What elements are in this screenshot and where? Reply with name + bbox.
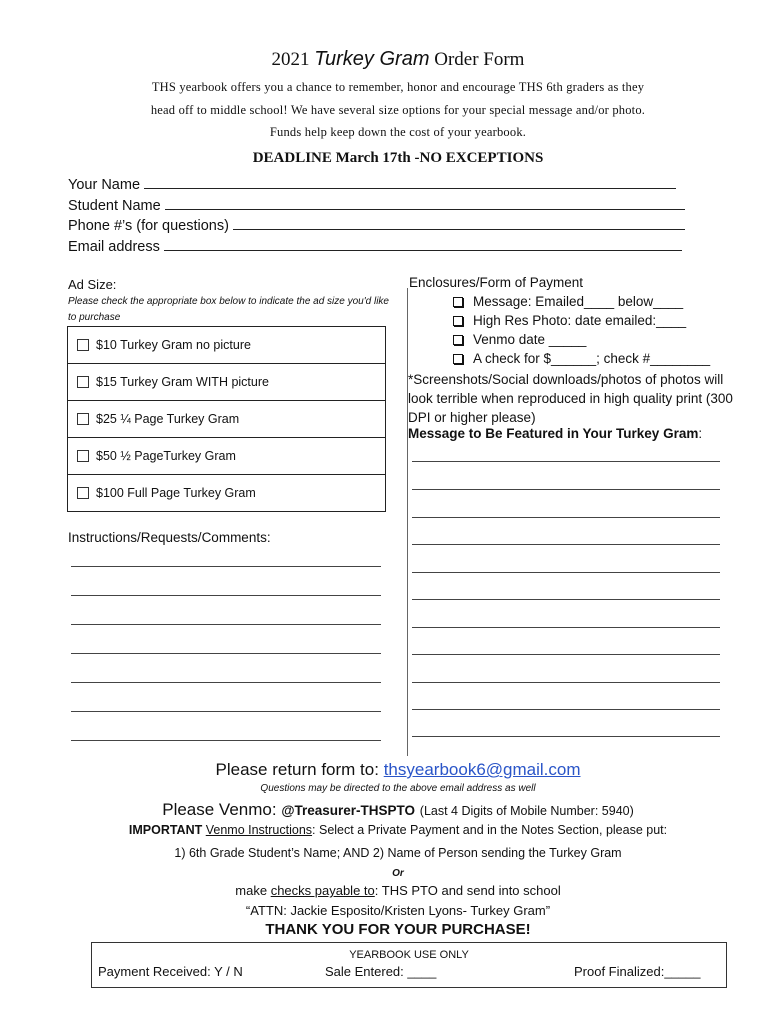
checkbox-icon[interactable] [453,354,463,364]
checks-rest: : THS PTO and send into school [374,883,561,898]
email-line[interactable] [164,237,682,251]
venmo-line [0,800,770,820]
title-name: Turkey Gram [314,48,430,70]
enclosures-label: Enclosures/Form of Payment [409,275,584,290]
phone-field[interactable] [68,216,685,234]
important-text: : Select a Private Payment and in the Notes Section, please put: [312,823,668,837]
message-label-colon: : [698,426,703,441]
message-label-text: Message to Be Featured in Your Turkey Gram [408,426,699,441]
payment-check[interactable] [453,351,710,366]
sale-entered: Sale Entered: ____ [325,964,437,979]
or-divider: Or [392,868,404,879]
phone-label: Phone #’s (for questions) [68,218,229,234]
student-name-label: Student Name [68,198,161,214]
message-line[interactable] [412,682,720,683]
ad-option-25[interactable] [68,401,385,438]
attn-line: “ATTN: Jackie Esposito/Kristen Lyons- Turkey Gram” [245,903,551,918]
message-line[interactable] [412,736,720,737]
message-line[interactable] [412,517,720,518]
checks-payable-label: checks payable to [270,883,375,898]
ad-option-label: $15 Turkey Gram WITH picture [96,375,269,389]
message-line[interactable] [412,544,720,545]
payment-label: High Res Photo: date emailed:____ [473,313,687,328]
deadline-notice: DEADLINE March 17th -NO EXCEPTIONS [252,150,544,166]
office-use-header: YEARBOOK USE ONLY [349,949,469,961]
instructions-line[interactable] [71,682,381,683]
ad-size-label: Ad Size: [68,277,117,292]
proof-finalized: Proof Finalized:_____ [574,964,701,979]
checkbox-icon[interactable] [453,297,463,307]
instructions-line[interactable] [71,624,381,625]
message-line[interactable] [412,627,720,628]
venmo-instructions-link: Venmo Instructions [205,823,313,837]
venmo-label: Please Venmo: [162,800,277,819]
payment-venmo[interactable] [453,332,586,347]
venmo-phone-note: (Last 4 Digits of Mobile Number: 5940) [419,804,634,818]
message-line[interactable] [412,572,720,573]
message-line[interactable] [412,709,720,710]
message-line[interactable] [412,461,720,462]
ad-option-15[interactable] [68,364,385,401]
ad-option-50[interactable] [68,438,385,475]
message-line[interactable] [412,489,720,490]
ad-option-label: $50 ½ PageTurkey Gram [96,449,236,463]
photo-quality-note: *Screenshots/Social downloads/photos of photos will look terrible when reproduced in high quality print (300 DPI or higher please) [408,372,733,425]
ad-option-100[interactable] [68,475,385,511]
title-year: 2021 [271,49,310,70]
checkbox-icon[interactable] [453,335,463,345]
check-instructions [0,883,770,898]
form-title [0,48,770,71]
checkbox-icon[interactable] [77,376,89,388]
student-name-line[interactable] [165,196,685,210]
return-label: Please return form to: [215,760,379,779]
payment-photo[interactable] [453,313,686,328]
payment-label: A check for $______; check #________ [473,351,711,366]
your-name-field[interactable] [68,175,676,193]
instructions-line[interactable] [71,653,381,654]
checks-pre: make [235,883,268,898]
venmo-handle: @Treasurer-THSPTO [281,803,416,818]
checkbox-icon[interactable] [77,450,89,462]
email-label: Email address [68,239,160,255]
instructions-label: Instructions/Requests/Comments: [68,530,271,545]
payment-received: Payment Received: Y / N [98,964,243,979]
return-instructions [0,760,770,780]
instructions-line[interactable] [71,711,381,712]
message-line[interactable] [412,599,720,600]
phone-line[interactable] [233,216,685,230]
thank-you: THANK YOU FOR YOUR PURCHASE! [265,921,531,938]
email-field[interactable] [68,237,682,255]
venmo-important [0,823,770,837]
ad-option-label: $25 ¼ Page Turkey Gram [96,412,240,426]
message-line[interactable] [412,654,720,655]
office-use-box [91,942,727,988]
ad-size-help: Please check the appropriate box below to indicate the ad size you'd like to purchase [68,296,389,323]
title-suffix: Order Form [434,49,525,70]
checkbox-icon[interactable] [453,316,463,326]
ad-option-10[interactable] [68,327,385,364]
important-label: IMPORTANT [128,823,203,837]
instructions-line[interactable] [71,595,381,596]
intro-line-2: head off to middle school! We have several size options for your special message and/or photo. [150,103,646,117]
venmo-note-steps: 1) 6th Grade Student’s Name; AND 2) Name of Person sending the Turkey Gram [174,846,622,860]
questions-note: Questions may be directed to the above email address as well [260,783,536,794]
ad-option-label: $10 Turkey Gram no picture [96,338,251,352]
instructions-line[interactable] [71,740,381,741]
column-divider [407,288,408,756]
instructions-line[interactable] [71,566,381,567]
payment-message[interactable] [453,294,683,309]
payment-label: Venmo date _____ [473,332,587,347]
payment-label: Message: Emailed____ below____ [473,294,684,309]
ad-option-label: $100 Full Page Turkey Gram [96,486,256,500]
return-email-link[interactable]: thsyearbook6@gmail.com [383,760,581,779]
checkbox-icon[interactable] [77,339,89,351]
checkbox-icon[interactable] [77,487,89,499]
student-name-field[interactable] [68,196,685,214]
intro-line-3: Funds help keep down the cost of your yearbook. [269,125,527,139]
ad-size-options [67,326,386,512]
intro-line-1: THS yearbook offers you a chance to remember, honor and encourage THS 6th graders as they [151,80,645,94]
checkbox-icon[interactable] [77,413,89,425]
your-name-label: Your Name [68,177,141,193]
message-label [408,426,702,441]
your-name-line[interactable] [144,175,676,189]
